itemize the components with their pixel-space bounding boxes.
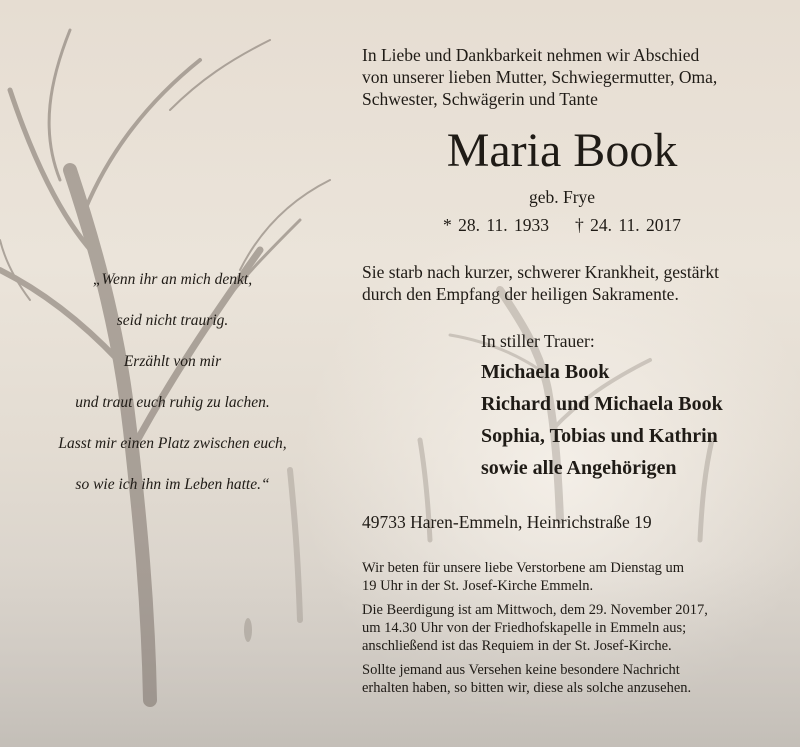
mourner: Sophia, Tobias und Kathrin: [481, 425, 718, 447]
poem-line: so wie ich ihn im Leben hatte.“: [75, 476, 270, 493]
birth-date: * 28. 11. 1933: [443, 215, 549, 235]
funeral-note: [362, 601, 770, 655]
note-line: Die Beerdigung ist am Mittwoch, dem 29. November 2017,: [362, 602, 708, 618]
address: 49733 Haren-Emmeln, Heinrichstraße 19: [362, 512, 652, 532]
poem: [0, 270, 345, 516]
note-line: Wir beten für unsere liebe Verstorbene am Dienstag um: [362, 560, 685, 576]
intro-line: In Liebe und Dankbarkeit nehmen wir Abschied: [362, 45, 700, 65]
mourning-label: In stiller Trauer:: [481, 331, 595, 351]
mourners-list: [481, 356, 723, 484]
poem-line: Erzählt von mir: [123, 353, 222, 370]
death-date: † 24. 11. 2017: [575, 215, 681, 235]
life-dates: [362, 214, 762, 236]
cause-line: durch den Empfang der heiligen Sakramente.: [362, 284, 679, 304]
intro-line: von unserer lieben Mutter, Schwiegermutter, Oma,: [362, 67, 718, 87]
poem-line: und traut euch ruhig zu lachen.: [75, 394, 270, 411]
deceased-name: Maria Book: [446, 124, 678, 177]
maiden-name: geb. Frye: [528, 187, 596, 207]
note-line: Sollte jemand aus Versehen keine besondere Nachricht: [362, 662, 680, 678]
intro-text: [362, 44, 772, 110]
cause-line: Sie starb nach kurzer, schwerer Krankheit, gestärkt: [362, 262, 719, 282]
cause-of-death-text: [362, 261, 772, 305]
prayer-note: [362, 559, 770, 595]
note-line: erhalten haben, so bitten wir, diese als solche anzusehen.: [362, 680, 692, 696]
note-line: anschließend ist das Requiem in der St. Josef-Kirche.: [362, 638, 672, 654]
service-notes: [362, 559, 770, 703]
poem-line: „Wenn ihr an mich denkt,: [92, 271, 253, 288]
poem-line: seid nicht traurig.: [116, 312, 229, 329]
mourner: Michaela Book: [481, 361, 610, 383]
note-line: 19 Uhr in der St. Josef-Kirche Emmeln.: [362, 578, 594, 594]
note-line: um 14.30 Uhr von der Friedhofskapelle in Emmeln aus;: [362, 620, 687, 636]
mourner: Richard und Michaela Book: [481, 393, 723, 415]
mourner: sowie alle Angehörigen: [481, 457, 677, 479]
intro-line: Schwester, Schwägerin und Tante: [362, 89, 598, 109]
notice-note: [362, 661, 770, 697]
poem-line: Lasst mir einen Platz zwischen euch,: [58, 435, 287, 452]
